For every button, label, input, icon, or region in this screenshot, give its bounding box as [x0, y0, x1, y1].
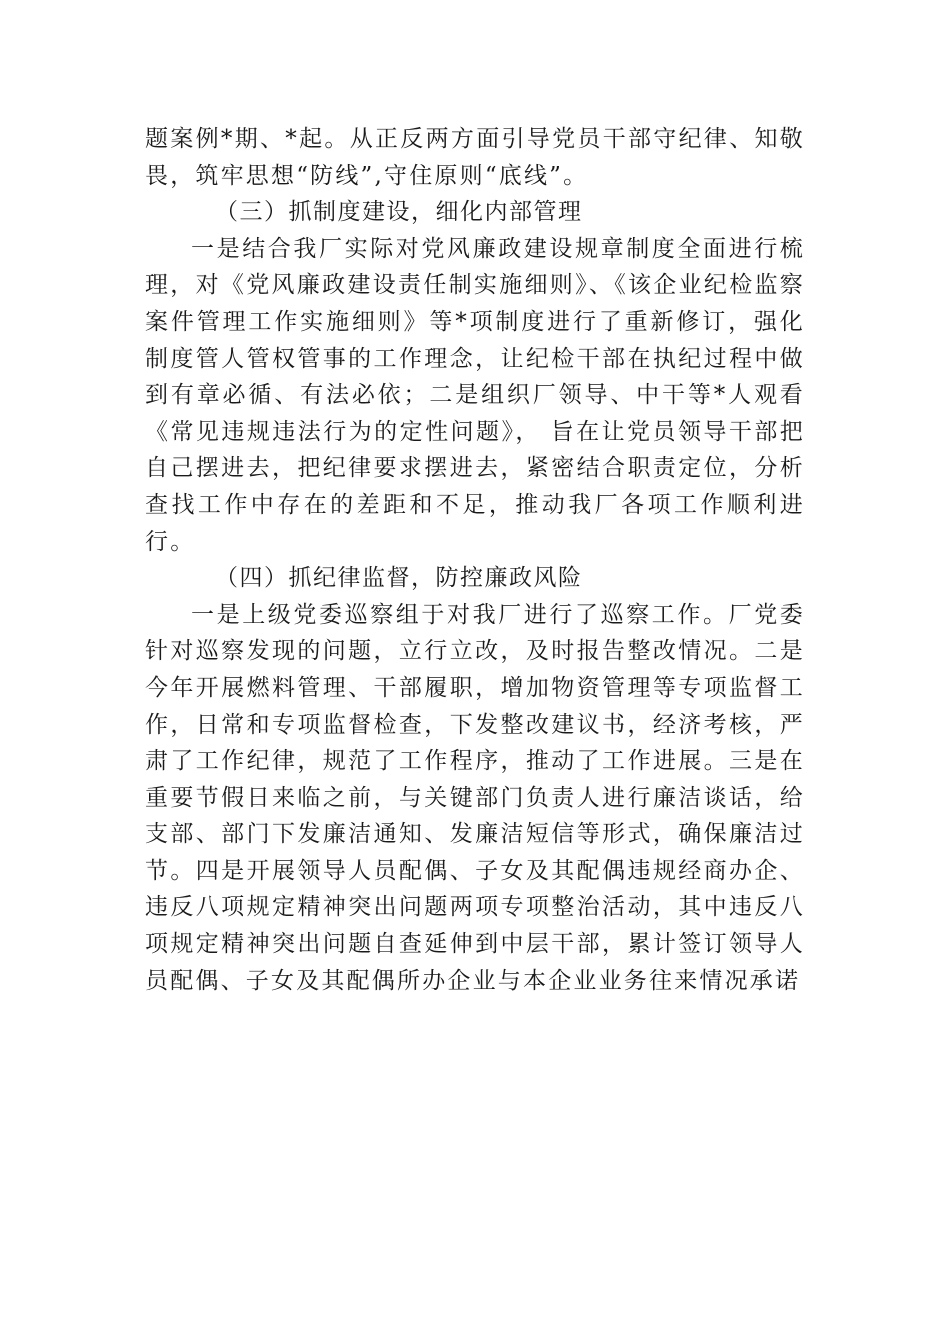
paragraph-continuation: 题案例*期、*起。从正反两方面引导党员干部守纪律、知敬畏，筑牢思想“防线”,守住原则“底线”。 [145, 126, 805, 189]
section-heading-4: （四）抓纪律监督，防控廉政风险 [215, 565, 583, 592]
section-heading-3: （三）抓制度建设，细化内部管理 [215, 199, 583, 226]
paragraph-discipline-supervision: 一是上级党委巡察组于对我厂进行了巡察工作。厂党委针对巡察发现的问题，立行立改，及时报告整改情况。二是今年开展燃料管理、干部履职，增加物资管理等专项监督工作，日常和专项监督检查，下发整改建议书，经济考核，严肃了工作纪律，规范了工作程序，推动了工作进展。三是在重要节假日来临之前，与关键部门负责人进行廉洁谈话，给支部、部门下发廉洁通知、发廉洁短信等形式，确保廉洁过节。四是开展领导人员配偶、子女及其配偶违规经商办企、违反八项规定精神突出问题两项专项整治活动，其中违反八项规定精神突出问题自查延伸到中层干部，累计签订领导人员配偶、子女及其配偶所办企业与本企业业务往来情况承诺 [145, 601, 805, 994]
document-page [145, 121, 805, 999]
paragraph-institution-building: 一是结合我厂实际对党风廉政建设规章制度全面进行梳理，对《党风廉政建设责任制实施细则》、《该企业纪检监察案件管理工作实施细则》等*项制度进行了重新修订，强化制度管人管权管事的工作理念，让纪检干部在执纪过程中做到有章必循、有法必依；二是组织厂领导、中干等*人观看《常见违规违法行为的定性问题》， 旨在让党员领导干部把自己摆进去，把纪律要求摆进去，紧密结合职责定位，分析查找工作中存在的差距和不足，推动我厂各项工作顺利进行。 [145, 235, 805, 555]
